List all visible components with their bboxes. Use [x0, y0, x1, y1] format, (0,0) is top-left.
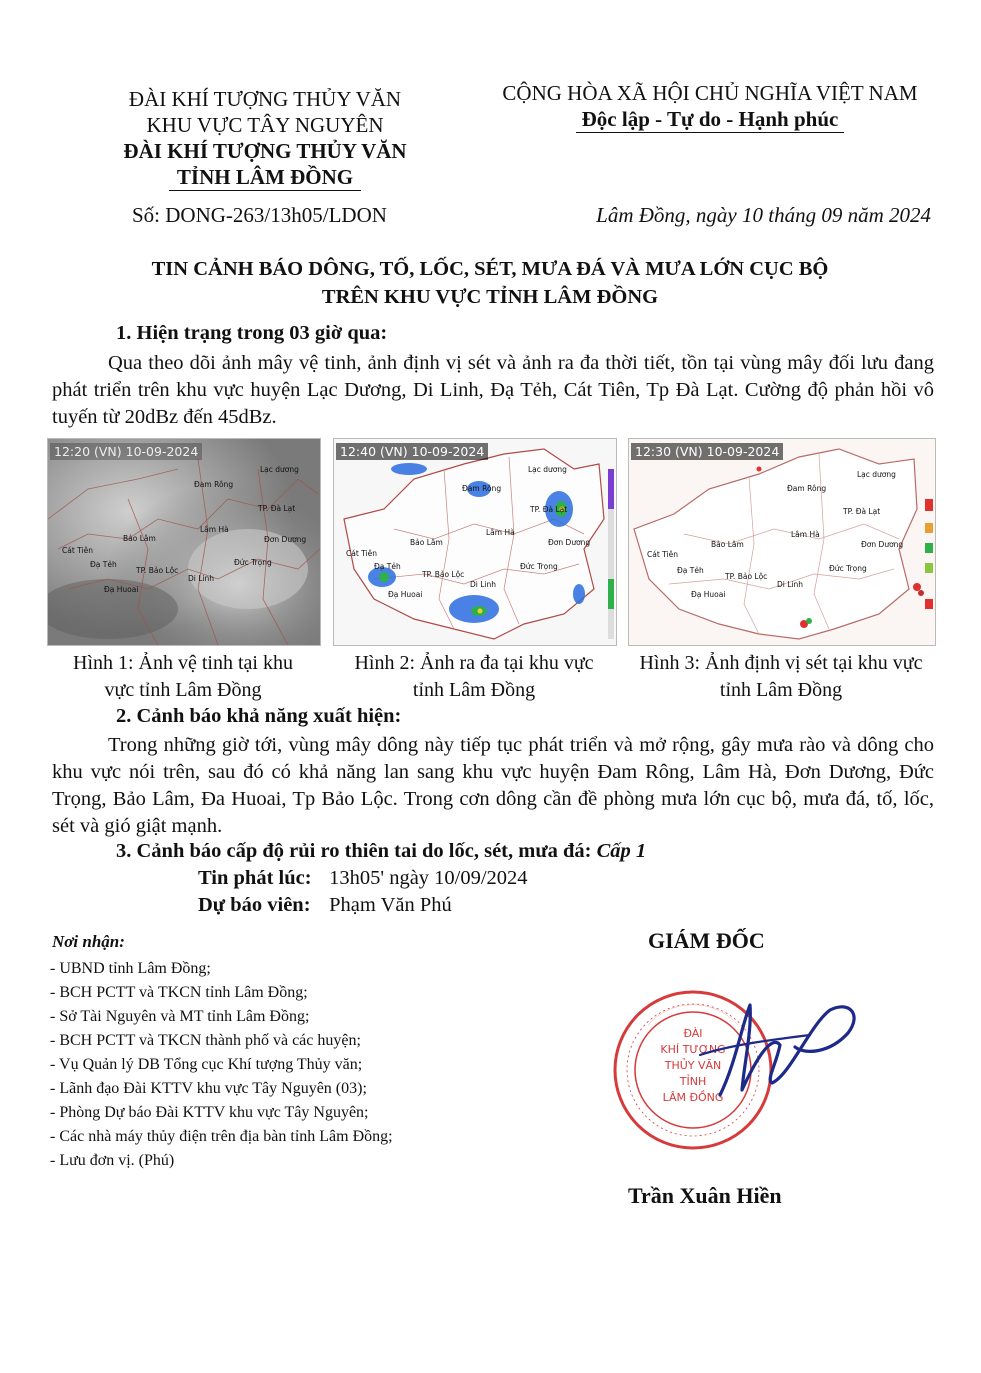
- svg-text:THỦY VĂN: THỦY VĂN: [664, 1059, 722, 1072]
- figure-2-caption-line-2: tỉnh Lâm Đồng: [412, 679, 536, 701]
- svg-text:TỈNH: TỈNH: [679, 1075, 707, 1088]
- doc-number: Số: DONG-263/13h05/LDON: [132, 203, 387, 227]
- section1-heading: 1. Hiện trạng trong 03 giờ qua:: [116, 322, 388, 344]
- handwritten-signature: [680, 985, 880, 1105]
- figure-2-caption-line-1: Hình 2: Ảnh ra đa tại khu vực: [354, 652, 594, 674]
- lightning-map: [629, 439, 935, 645]
- agency-line-1: ĐÀI KHÍ TƯỢNG THỦY VĂN: [128, 87, 402, 111]
- radar-map: [334, 439, 616, 645]
- label-da-huoai: Đạ Huoai: [691, 590, 726, 599]
- doc-title: [40, 255, 940, 311]
- risk-level: Cấp 1: [596, 840, 647, 862]
- recipients-list: [50, 957, 393, 1173]
- figure-1-caption: [47, 650, 319, 704]
- label-da-huoai: Đạ Huoai: [388, 590, 423, 599]
- issued-value: 13h05' ngày 10/09/2024: [329, 867, 528, 889]
- section1-body: Qua theo dõi ảnh mây vệ tinh, ảnh định vị sét và ảnh ra đa thời tiết, tồn tại vùng mây đối lưu đang phát triển trên khu vực huyện Lạc Dương, Di Linh, Đạ Tẻh, Cát Tiên, Tp Đà Lạt. Cường độ phản hồi vô tuyến từ 20dBz đến 45dBz.: [52, 352, 934, 428]
- label-lam-ha: Lâm Hà: [486, 528, 515, 537]
- forecaster-value: Phạm Văn Phú: [329, 894, 452, 916]
- recipient-item: - Sở Tài Nguyên và MT tỉnh Lâm Đồng;: [50, 1008, 310, 1025]
- label-tp-da-lat: TP. Đà Lạt: [258, 504, 296, 513]
- svg-text:KHÍ TƯỢNG: KHÍ TƯỢNG: [660, 1043, 726, 1056]
- label-tp-bao-loc: TP. Bảo Lộc: [725, 572, 768, 581]
- agency-header: [90, 86, 440, 191]
- recipient-item: - Lưu đơn vị. (Phú): [50, 1152, 175, 1169]
- label-tp-da-lat: TP. Đà Lạt: [843, 507, 881, 516]
- label-da-teh: Đạ Tẻh: [374, 562, 401, 571]
- signer-role: GIÁM ĐỐC: [648, 928, 765, 953]
- figure-3-caption-line-1: Hình 3: Ảnh định vị sét tại khu vực: [639, 652, 923, 674]
- label-di-linh: Di Linh: [777, 580, 804, 589]
- doc-title-line-1: TIN CẢNH BÁO DÔNG, TỐ, LỐC, SÉT, MƯA ĐÁ VÀ MƯA LỚN CỤC BỘ: [151, 258, 829, 280]
- label-di-linh: Di Linh: [470, 580, 497, 589]
- label-tp-bao-loc: TP. Bảo Lộc: [422, 570, 465, 579]
- label-don-duong: Đơn Dương: [861, 540, 904, 549]
- label-cat-tien: Cát Tiên: [647, 550, 678, 559]
- section3-heading: 3. Cảnh báo cấp độ rủi ro thiên tai do lốc, sét, mưa đá:: [116, 840, 592, 862]
- signer-name: Trần Xuân Hiền: [628, 1183, 782, 1208]
- svg-text:LÂM ĐỒNG: LÂM ĐỒNG: [662, 1091, 724, 1104]
- label-duc-trong: Đức Trọng: [234, 558, 272, 567]
- agency-line-4: TỈNH LÂM ĐỒNG: [169, 164, 361, 191]
- section3-heading-row: [116, 840, 646, 863]
- label-lam-ha: Lâm Hà: [791, 530, 820, 539]
- signature-mark: [680, 985, 880, 1105]
- section2-heading: 2. Cảnh báo khả năng xuất hiện:: [116, 705, 402, 727]
- recipient-item: - Phòng Dự báo Đài KTTV khu vực Tây Nguyên;: [50, 1104, 369, 1121]
- section2-body: Trong những giờ tới, vùng mây dông này tiếp tục phát triển và mở rộng, gây mưa rào và dông cho khu vực nói trên, sau đó có khả năng lan sang khu vực huyện Đam Rông, Lâm Hà, Đơn Dương, Đức Trọng, Bảo Lâm, Đa Huoai, Tp Bảo Lộc. Trong cơn dông cần đề phòng mưa lớn cục bộ, mưa đá, tố, lốc, sét và gió giật mạnh.: [52, 734, 934, 837]
- figure-1-timestamp: 12:20 (VN) 10-09-2024: [50, 443, 202, 460]
- label-cat-tien: Cát Tiên: [62, 546, 93, 555]
- label-duc-trong: Đức Trọng: [520, 562, 558, 571]
- figure-3-caption: [622, 650, 940, 704]
- label-lac-duong: Lạc dương: [857, 470, 896, 479]
- figure-3-timestamp: 12:30 (VN) 10-09-2024: [631, 443, 783, 460]
- national-motto: Độc lập - Tự do - Hạnh phúc: [576, 106, 845, 133]
- label-don-duong: Đơn Dương: [548, 538, 591, 547]
- label-don-duong: Đơn Dương: [264, 535, 307, 544]
- recipient-item: - Lãnh đạo Đài KTTV khu vực Tây Nguyên (03);: [50, 1080, 367, 1097]
- label-lac-duong: Lạc dương: [528, 465, 567, 474]
- label-lac-duong: Lạc dương: [260, 465, 299, 474]
- figure-2-caption: [333, 650, 615, 704]
- figure-1-caption-line-1: Hình 1: Ảnh vệ tinh tại khu: [73, 652, 293, 674]
- recipient-item: - BCH PCTT và TKCN tỉnh Lâm Đồng;: [50, 984, 308, 1001]
- label-dam-rong: Đam Rông: [194, 480, 234, 489]
- label-da-teh: Đạ Tẻh: [677, 566, 704, 575]
- label-bao-lam: Bảo Lâm: [410, 538, 443, 547]
- figure-2-timestamp: 12:40 (VN) 10-09-2024: [336, 443, 488, 460]
- label-duc-trong: Đức Trọng: [829, 564, 867, 573]
- label-da-teh: Đạ Tẻh: [90, 560, 117, 569]
- national-header: [480, 80, 940, 133]
- label-dam-rong: Đam Rông: [787, 484, 827, 493]
- figure-lightning: [628, 438, 936, 646]
- doc-date: Lâm Đồng, ngày 10 tháng 09 năm 2024: [596, 203, 931, 227]
- recipient-item: - BCH PCTT và TKCN thành phố và các huyện;: [50, 1032, 361, 1049]
- recipients-title: Nơi nhận:: [52, 932, 125, 951]
- figure-radar: [333, 438, 617, 646]
- doc-title-line-2: TRÊN KHU VỰC TỈNH LÂM ĐỒNG: [321, 286, 659, 308]
- label-da-huoai: Đạ Huoai: [104, 585, 139, 594]
- label-bao-lam: Bảo Lâm: [711, 540, 744, 549]
- label-lam-ha: Lâm Hà: [200, 525, 229, 534]
- issued-row: [198, 867, 528, 890]
- figure-1-caption-line-2: vực tỉnh Lâm Đồng: [104, 679, 262, 701]
- recipient-item: - UBND tỉnh Lâm Đồng;: [50, 960, 211, 977]
- recipient-item: - Các nhà máy thủy điện trên địa bàn tỉnh Lâm Đồng;: [50, 1128, 393, 1145]
- forecaster-label: Dự báo viên:: [198, 894, 311, 916]
- svg-text:ĐÀI: ĐÀI: [683, 1027, 703, 1040]
- figure-satellite: [47, 438, 321, 646]
- forecaster-row: [198, 894, 452, 917]
- label-di-linh: Di Linh: [188, 574, 215, 583]
- label-tp-da-lat: TP. Đà Lạt: [530, 505, 568, 514]
- agency-line-3: ĐÀI KHÍ TƯỢNG THỦY VĂN: [123, 139, 407, 163]
- label-cat-tien: Cát Tiên: [346, 549, 377, 558]
- national-title: CỘNG HÒA XÃ HỘI CHỦ NGHĨA VIỆT NAM: [502, 81, 918, 105]
- issued-label: Tin phát lúc:: [198, 867, 312, 889]
- recipient-item: - Vụ Quản lý DB Tổng cục Khí tượng Thủy văn;: [50, 1056, 363, 1073]
- label-bao-lam: Bảo Lâm: [123, 534, 156, 543]
- label-tp-bao-loc: TP. Bảo Lộc: [136, 566, 179, 575]
- figure-3-caption-line-2: tỉnh Lâm Đồng: [719, 679, 843, 701]
- agency-line-2: KHU VỰC TÂY NGUYÊN: [146, 113, 384, 137]
- satellite-map: [48, 439, 320, 645]
- label-dam-rong: Đam Rông: [462, 484, 502, 493]
